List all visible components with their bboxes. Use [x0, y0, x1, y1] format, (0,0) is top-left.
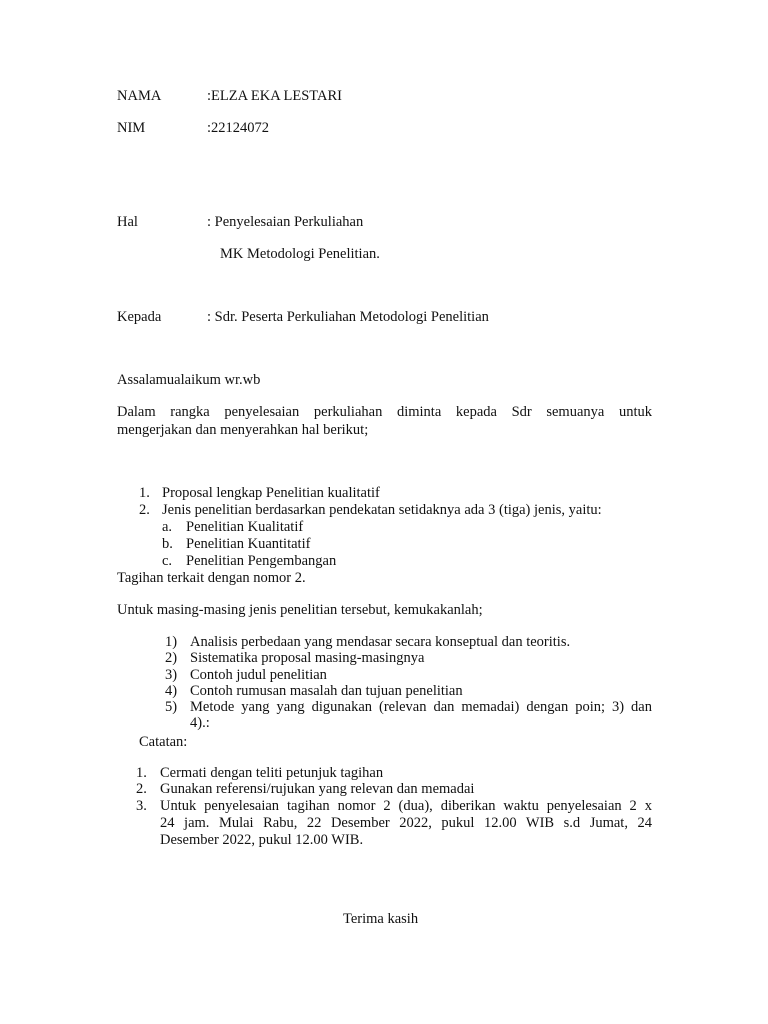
- list-item-marker: 2): [165, 650, 178, 666]
- list-item-marker: c.: [162, 553, 173, 569]
- list-item-continuation: Desember 2022, pukul 12.00 WIB.: [160, 832, 364, 848]
- list-item-marker: 4): [165, 683, 178, 699]
- hal-value-line2: MK Metodologi Penelitian.: [220, 246, 380, 262]
- nim-value: :22124072: [207, 120, 270, 136]
- tagihan-note: Tagihan terkait dengan nomor 2.: [117, 570, 306, 586]
- list-item-continuation: 24 jam. Mulai Rabu, 22 Desember 2022, pukul 12.00 WIB s.d Jumat, 24: [160, 815, 652, 831]
- nim-label: NIM: [117, 120, 146, 136]
- list-item-marker: 3): [165, 667, 178, 683]
- list-item-marker: 1.: [139, 485, 150, 501]
- list-item: Proposal lengkap Penelitian kualitatif: [162, 485, 380, 501]
- list-item-marker: 1.: [136, 765, 147, 781]
- list-item-marker: 3.: [136, 798, 147, 814]
- nama-value: :ELZA EKA LESTARI: [207, 88, 342, 104]
- untuk-text: Untuk masing-masing jenis penelitian tersebut, kemukakanlah;: [117, 602, 483, 618]
- list-item: Penelitian Pengembangan: [186, 553, 337, 569]
- list-item: Jenis penelitian berdasarkan pendekatan setidaknya ada 3 (tiga) jenis, yaitu:: [162, 502, 602, 518]
- closing: Terima kasih: [343, 911, 419, 927]
- catatan-label: Catatan:: [139, 734, 188, 750]
- list-item-marker: 2.: [139, 502, 150, 518]
- list-item: Penelitian Kuantitatif: [186, 536, 311, 552]
- hal-label: Hal: [117, 214, 138, 230]
- kepada-label: Kepada: [117, 309, 162, 325]
- list-item: Contoh rumusan masalah dan tujuan penelitian: [190, 683, 463, 699]
- list-item-marker: 1): [165, 634, 178, 650]
- hal-value-line1: : Penyelesaian Perkuliahan: [207, 214, 364, 230]
- nama-label: NAMA: [117, 88, 162, 104]
- list-item: Sistematika proposal masing-masingnya: [190, 650, 425, 666]
- intro-line-1: Dalam rangka penyelesaian perkuliahan diminta kepada Sdr semuanya untuk: [117, 404, 652, 420]
- intro-line-2: mengerjakan dan menyerahkan hal berikut;: [117, 422, 369, 438]
- list-item: Cermati dengan teliti petunjuk tagihan: [160, 765, 384, 781]
- list-item: Contoh judul penelitian: [190, 667, 327, 683]
- list-item: Analisis perbedaan yang mendasar secara konseptual dan teoritis.: [190, 634, 571, 650]
- list-item: Gunakan referensi/rujukan yang relevan dan memadai: [160, 781, 475, 797]
- greeting: Assalamualaikum wr.wb: [117, 372, 261, 388]
- list-item: Untuk penyelesaian tagihan nomor 2 (dua), diberikan waktu penyelesaian 2 x: [160, 798, 652, 814]
- list-item: Metode yang yang digunakan (relevan dan memadai) dengan poin; 3) dan: [190, 699, 652, 715]
- list-item: Penelitian Kualitatif: [186, 519, 304, 535]
- list-item-continuation: 4).:: [190, 715, 210, 731]
- list-item-marker: 5): [165, 699, 178, 715]
- list-item-marker: b.: [162, 536, 173, 552]
- list-item-marker: a.: [162, 519, 173, 535]
- kepada-value: : Sdr. Peserta Perkuliahan Metodologi Penelitian: [207, 309, 489, 325]
- list-item-marker: 2.: [136, 781, 147, 797]
